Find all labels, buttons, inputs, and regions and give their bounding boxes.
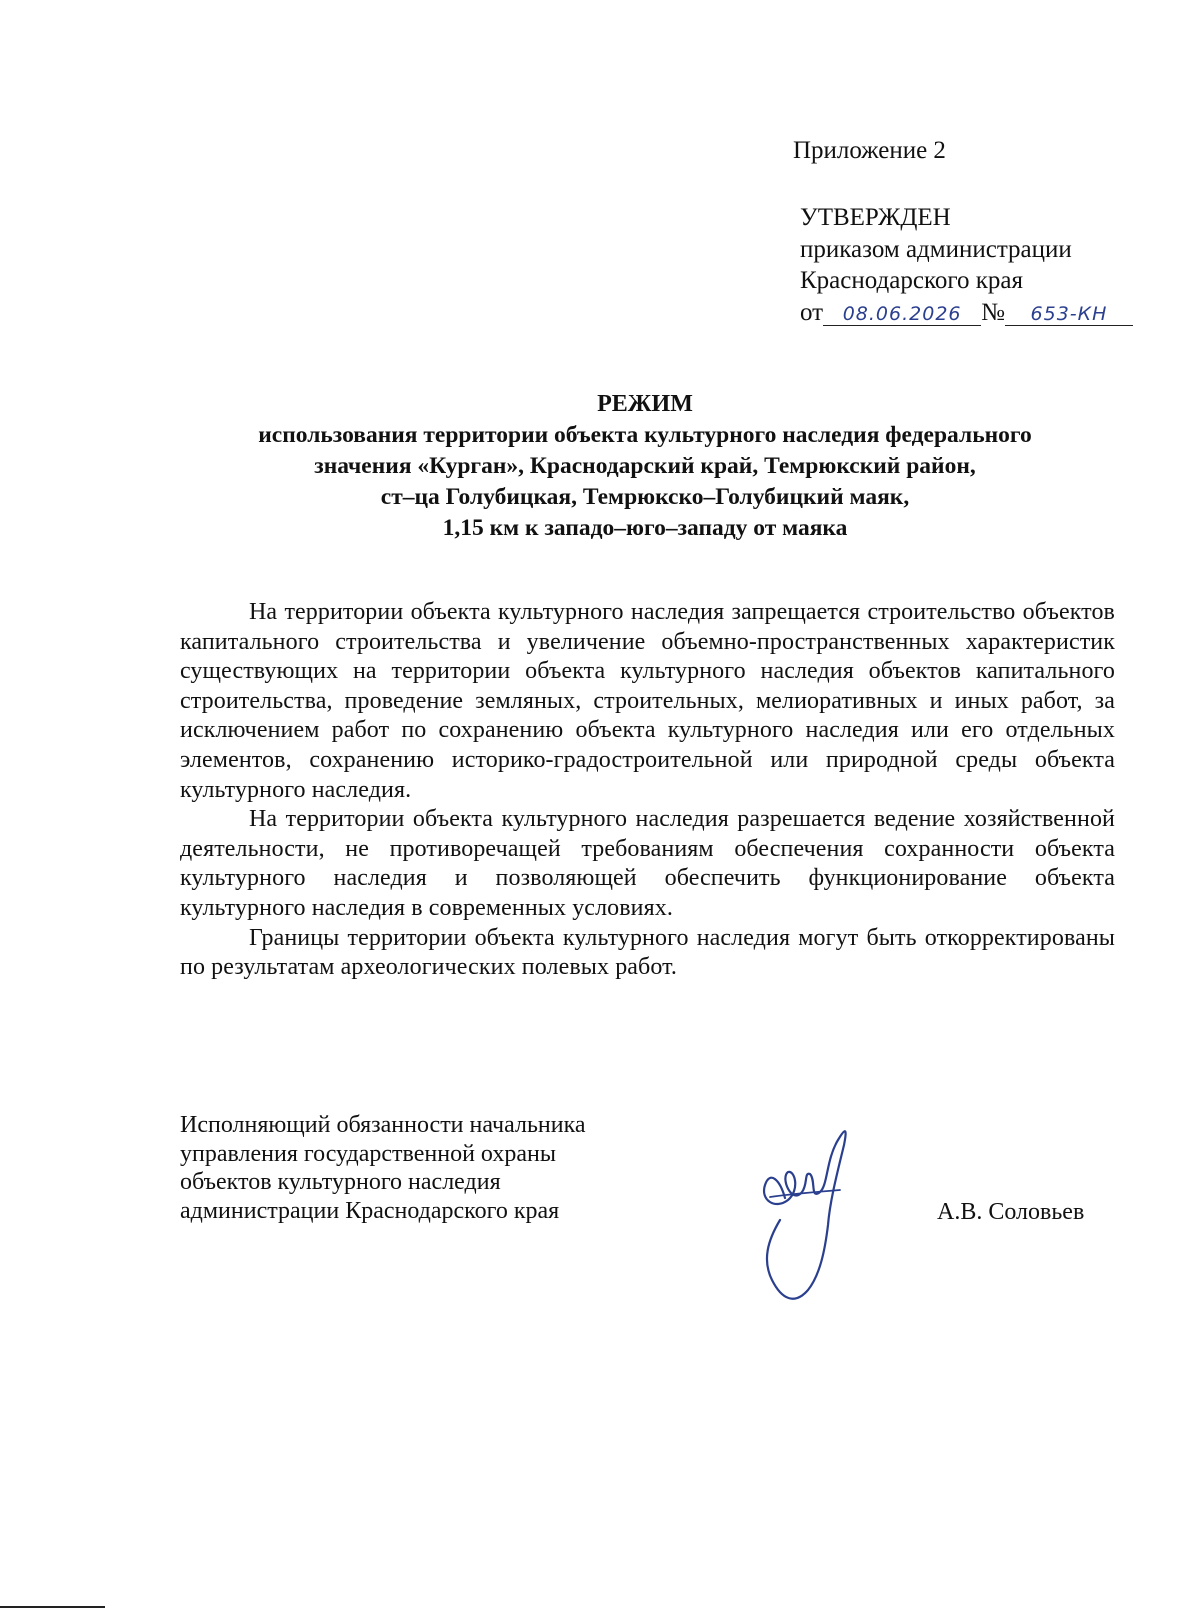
body-paragraph: На территории объекта культурного наследия запрещается строительство объектов капитального строительства и увеличение объемно-пространственных характеристик существующих на территории объекта культурного наследия объектов капитального строительства, проведение земляных, строительных, мелиоративных и иных работ, за исключением работ по сохранению объекта культурного наследия или его отдельных элементов, сохранению историко-градостроительной или природной среды объекта культурного наследия. [180, 599, 1115, 803]
signer-position [180, 1111, 586, 1225]
body-paragraph: На территории объекта культурного наследия разрешается ведение хозяйственной деятельности, не противоречащей требованиям обеспечения сохранности объекта культурного наследия и позволяющей обеспечить функционирование объекта культурного наследия в современных условиях. [180, 806, 1115, 921]
signer-name: А.В. Соловьев [937, 1199, 1085, 1225]
approval-status: УТВЕРЖДЕН [800, 204, 951, 231]
number-prefix: № [981, 298, 1005, 326]
document-body [180, 598, 1115, 983]
appendix-label: Приложение 2 [793, 137, 946, 164]
title-line: значения «Курган», Краснодарский край, Темрюкский район, [314, 453, 976, 479]
approval-date-number-line [800, 297, 1133, 329]
signer-position-line: объектов культурного наследия [180, 1169, 501, 1195]
handwritten-signature [740, 1100, 870, 1320]
date-prefix: от [800, 298, 824, 326]
signer-position-line: администрации Краснодарского края [180, 1197, 560, 1224]
approval-by-line-1: приказом администрации [800, 235, 1072, 263]
title-line: использования территории объекта культурного наследия федерального [258, 422, 1032, 448]
signer-position-line: Исполняющий обязанности начальника [180, 1112, 586, 1138]
title-main: РЕЖИМ [597, 391, 693, 417]
approval-stamp [800, 202, 1133, 328]
body-paragraph: Границы территории объекта культурного наследия могут быть откорректированы по результатам археологических полевых работ. [180, 924, 1115, 981]
title-line: 1,15 км к западо–юго–западу от маяка [442, 515, 848, 541]
document-title [150, 389, 1140, 544]
signer-position-line: управления государственной охраны [180, 1140, 556, 1167]
title-line: ст–ца Голубицкая, Темрюкско–Голубицкий маяк, [380, 484, 910, 510]
approval-number: 653-КН [1005, 303, 1133, 326]
approval-by-line-2: Краснодарского края [800, 267, 1023, 294]
approval-date: 08.06.2026 [823, 303, 981, 326]
footer-divider [0, 1606, 105, 1608]
